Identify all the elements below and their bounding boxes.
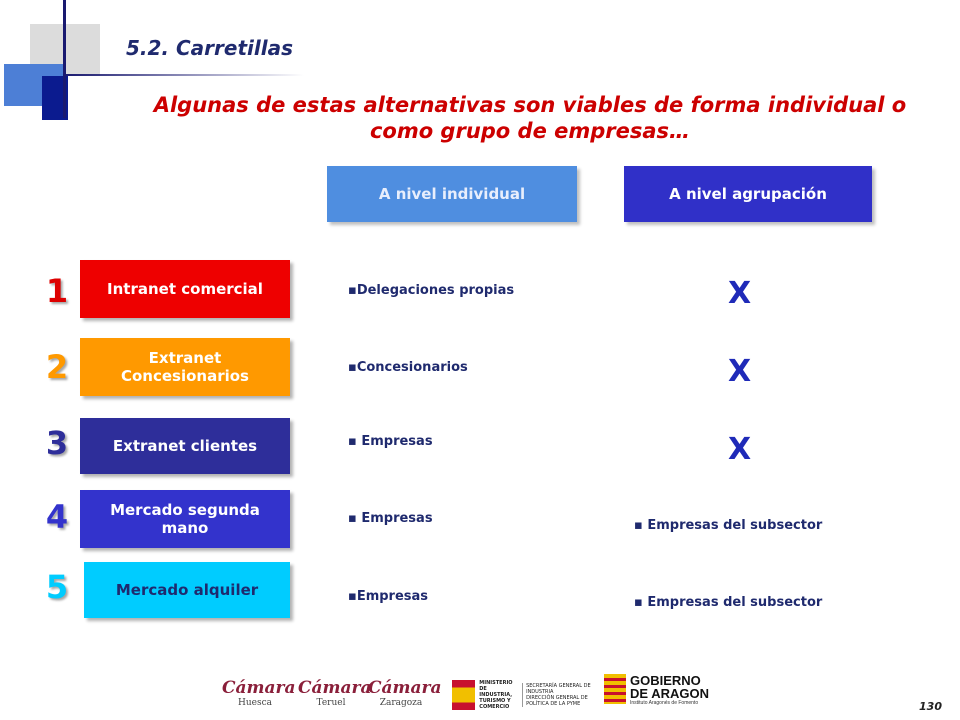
bullet-icon: ▪ <box>348 434 357 449</box>
ministerio-text: MINISTERIO DE INDUSTRIA, TURISMO Y COMERCIO <box>479 680 513 710</box>
gobierno-text <box>630 674 709 714</box>
slide-subtitle: Algunas de estas alternativas son viables de forma individual o como grupo de empresas… <box>153 93 907 143</box>
bullet-icon: ▪ <box>348 283 357 298</box>
decorative-horizontal-line <box>64 74 304 76</box>
row-button-extranet-concesionarios[interactable]: Extranet Concesionarios <box>80 338 290 396</box>
camara-logo-city: Zaragoza <box>379 698 423 708</box>
camara-logo-word: Cámara <box>368 678 442 698</box>
column-header-group: A nivel agrupación <box>624 166 872 222</box>
camara-huesca-logo <box>222 678 296 708</box>
column-header-individual: A nivel individual <box>327 166 577 222</box>
row-1-group-mark: X <box>728 276 752 311</box>
row-3-individual <box>348 434 433 449</box>
row-1-individual-text: Delegaciones propias <box>356 283 515 298</box>
secretaria-line-1: SECRETARÍA GENERAL DE INDUSTRIA <box>526 683 591 695</box>
row-3-group-mark: X <box>728 432 752 467</box>
camara-logo-word: Cámara <box>222 678 296 698</box>
secretaria-line-2: DIRECCIÓN GENERAL DE POLÍTICA DE LA PYME <box>526 695 588 707</box>
bullet-icon: ▪ <box>348 589 357 604</box>
section-title: 5.2. Carretillas <box>126 36 293 60</box>
gobierno-line-2: DE ARAGON <box>630 686 709 701</box>
row-4-group <box>634 518 822 533</box>
ministerio-logo <box>452 678 594 712</box>
page-number: 130 <box>919 700 942 713</box>
row-2-group-mark: X <box>728 354 752 389</box>
row-number-2: 2 <box>45 348 69 386</box>
row-button-extranet-clientes[interactable]: Extranet clientes <box>80 418 290 474</box>
camara-zaragoza-logo <box>368 678 442 708</box>
row-number-3: 3 <box>45 424 69 462</box>
gobierno-line-1: GOBIERNO <box>630 673 701 688</box>
row-button-mercado-alquiler[interactable]: Mercado alquiler <box>84 562 290 618</box>
decorative-vertical-line <box>63 0 66 118</box>
row-5-individual <box>348 589 428 604</box>
bullet-icon: ▪ <box>348 360 357 375</box>
row-3-individual-text: Empresas <box>361 434 433 449</box>
row-1-individual <box>348 283 514 298</box>
secretaria-text <box>522 683 594 707</box>
row-number-5: 5 <box>45 568 69 606</box>
aragon-flag-icon <box>604 674 626 704</box>
bullet-icon: ▪ <box>348 511 357 526</box>
bullet-icon: ▪ <box>634 518 643 533</box>
row-5-group-text: Empresas del subsector <box>647 595 823 610</box>
row-4-individual-text: Empresas <box>361 511 433 526</box>
row-2-individual <box>348 360 468 375</box>
gobierno-subtitle: Instituto Aragonés de Fomento <box>630 700 699 706</box>
row-5-individual-text: Empresas <box>356 589 429 604</box>
camara-teruel-logo <box>298 678 372 708</box>
bullet-icon: ▪ <box>634 595 643 610</box>
row-number-1: 1 <box>45 272 69 310</box>
gobierno-aragon-logo <box>604 674 716 714</box>
row-number-4: 4 <box>45 498 69 536</box>
row-button-mercado-segunda-mano[interactable]: Mercado segunda mano <box>80 490 290 548</box>
row-2-individual-text: Concesionarios <box>356 360 468 375</box>
camara-logo-city: Huesca <box>238 698 272 708</box>
row-4-individual <box>348 511 433 526</box>
row-4-group-text: Empresas del subsector <box>647 518 823 533</box>
spain-shield-icon <box>452 680 475 710</box>
camara-logo-city: Teruel <box>316 698 346 708</box>
row-5-group <box>634 595 822 610</box>
camara-logo-word: Cámara <box>298 678 372 698</box>
row-button-intranet-comercial[interactable]: Intranet comercial <box>80 260 290 318</box>
